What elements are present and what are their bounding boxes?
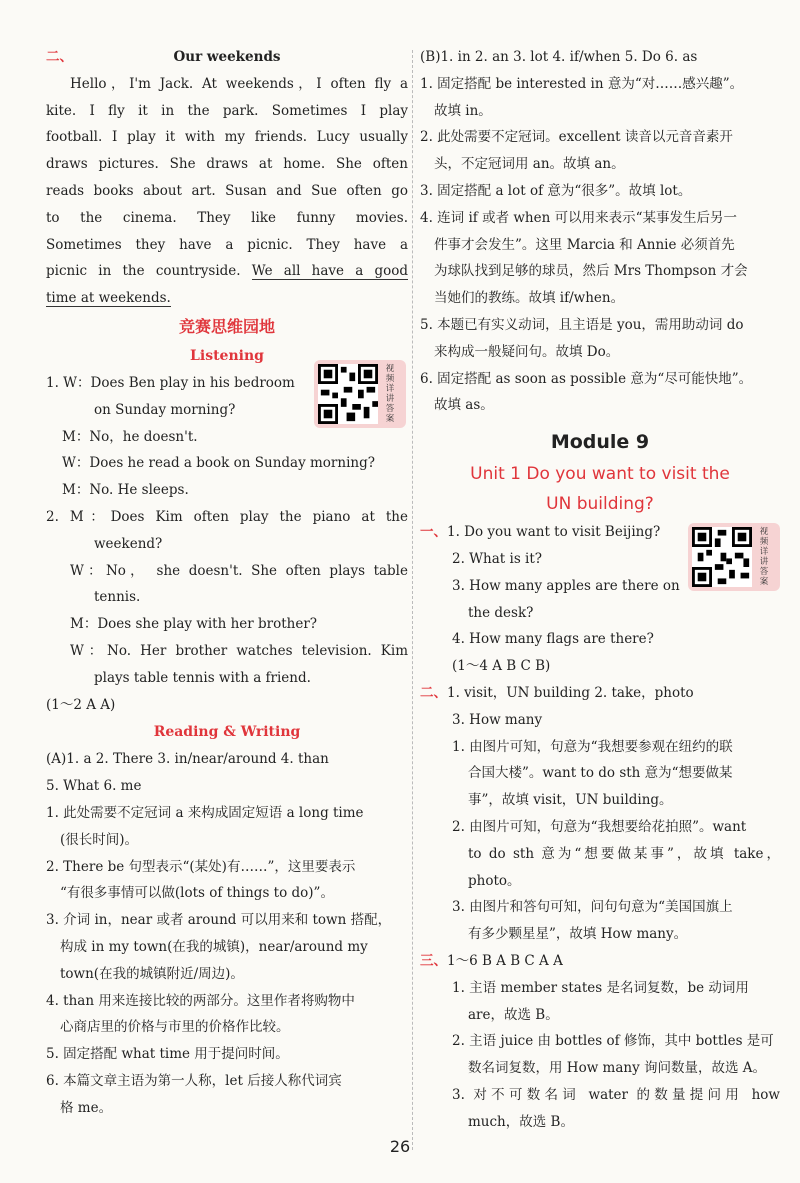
column-divider bbox=[412, 50, 413, 1150]
underlined-sentence: time at weekends. bbox=[46, 290, 171, 307]
passage-text: picnic in the countryside. bbox=[46, 263, 241, 280]
sec2-line bbox=[420, 680, 780, 707]
sec2-line: to do sth 意为“想要做某事”，故填 take， bbox=[468, 845, 780, 862]
b-answers: (B)1. in 2. an 3. lot 4. if/when 5. Do 6. as bbox=[420, 49, 698, 65]
listening-line: M：No，he doesn't. bbox=[62, 428, 198, 445]
rw-line: 心商店里的价格与市里的价格作比较。 bbox=[60, 1019, 290, 1036]
listening-line: W：Does he read a book on Sunday morning? bbox=[62, 455, 375, 472]
b-line: 当她们的教练。故填 if/when。 bbox=[434, 290, 625, 307]
listening-block bbox=[46, 363, 408, 718]
section-1-mark: 一、 bbox=[420, 524, 447, 541]
section-2b-mark: 二、 bbox=[420, 684, 447, 701]
passage-line: football. I play it with my friends. Lucy usually bbox=[46, 129, 408, 146]
module-title: Module 9 bbox=[550, 431, 650, 454]
listening-line: W：No. Her brother watches television. Kim bbox=[70, 642, 408, 659]
underlined-sentence: We all have a good bbox=[251, 263, 408, 280]
rw-line: 4. than 用来连接比较的两部分。这里作者将购物中 bbox=[46, 992, 355, 1009]
passage-line: draws pictures. She draws at home. She often bbox=[46, 156, 408, 173]
qr-code[interactable] bbox=[688, 523, 780, 591]
qr-code-icon bbox=[318, 364, 378, 424]
section-1-block bbox=[420, 519, 780, 680]
qr-code[interactable] bbox=[314, 360, 406, 428]
rw-line: 1. 此处需要不定冠词 a 来构成固定短语 a long time bbox=[46, 804, 364, 821]
b-line: 5. 本题已有实义动词，且主语是 you，需用助动词 do bbox=[420, 316, 744, 333]
page-number: 26 bbox=[389, 1137, 411, 1156]
b-line: 故填 as。 bbox=[434, 397, 494, 414]
sec2-line: 有多少颗星星”，故填 How many。 bbox=[468, 926, 688, 943]
reading-writing-title: Reading & Writing bbox=[153, 724, 301, 741]
b-line: 3. 固定搭配 a lot of 意为“很多”。故填 lot。 bbox=[420, 182, 692, 199]
rw-line: 2. There be 句型表示“(某处)有……”，这里要表示 bbox=[46, 858, 356, 875]
listening-answers: (1～2 A A) bbox=[46, 696, 116, 713]
sec1-line: the desk? bbox=[468, 604, 534, 621]
sec2-line: photo。 bbox=[468, 872, 521, 889]
competition-title: 竞赛思维园地 bbox=[178, 316, 275, 336]
sec3-line bbox=[420, 948, 780, 975]
section-3-mark: 三、 bbox=[420, 952, 447, 969]
passage-line bbox=[46, 258, 408, 285]
sec3-line: 3. 对不可数名词 water 的数量提问用 how bbox=[452, 1086, 780, 1103]
sec1-line: 3. How many apples are there on bbox=[452, 577, 680, 594]
b-line: 来构成一般疑问句。故填 Do。 bbox=[434, 343, 620, 360]
listening-line: 1. W：Does Ben play in his bedroom bbox=[46, 374, 295, 391]
listening-line: M：Does she play with her brother? bbox=[70, 616, 318, 633]
rw-line: (A)1. a 2. There 3. in/near/around 4. than bbox=[46, 751, 329, 768]
passage-line bbox=[46, 285, 408, 312]
listening-line: M：No. He sleeps. bbox=[62, 482, 189, 499]
qr-label: 视频详讲答案 bbox=[759, 527, 769, 588]
sec2-line: 3. How many bbox=[452, 711, 543, 728]
sec1-text: 1. Do you want to visit Beijing? bbox=[447, 524, 661, 541]
passage-line: reads books about art. Susan and Sue often go bbox=[46, 182, 408, 199]
unit-title-line2: UN building? bbox=[546, 494, 654, 515]
section-2-heading bbox=[46, 44, 408, 71]
rw-line: “有很多事情可以做(lots of things to do)”。 bbox=[60, 885, 334, 902]
left-column bbox=[46, 44, 408, 1121]
b-line: 头，不定冠词用 an。故填 an。 bbox=[434, 156, 625, 173]
qr-code-icon bbox=[692, 527, 752, 587]
listening-line: weekend? bbox=[94, 535, 163, 552]
rw-line: 6. 本篇文章主语为第一人称，let 后接人称代词宾 bbox=[46, 1072, 342, 1089]
sec3-line: 数名词复数，用 How many 询问数量，故选 A。 bbox=[468, 1060, 767, 1077]
b-line: 6. 固定搭配 as soon as possible 意为“尽可能快地”。 bbox=[420, 370, 753, 387]
listening-line: W：No， she doesn't. She often plays table bbox=[70, 562, 408, 579]
sec2-line: 事”，故填 visit，UN building。 bbox=[468, 792, 673, 809]
listening-title: Listening bbox=[190, 347, 264, 364]
rw-line: town(在我的城镇附近/周边)。 bbox=[60, 965, 244, 982]
sec2-text: 1. visit，UN building 2. take，photo bbox=[447, 684, 694, 701]
rw-line: 3. 介词 in，near 或者 around 可以用来和 town 搭配， bbox=[46, 912, 392, 929]
listening-line: plays table tennis with a friend. bbox=[94, 669, 311, 686]
rw-line: 构成 in my town(在我的城镇)，near/around my bbox=[60, 938, 368, 955]
sec1-line: 4. How many flags are there? bbox=[452, 631, 654, 648]
qr-label: 视频详讲答案 bbox=[385, 363, 395, 424]
passage-line: kite. I fly it in the park. Sometimes I play bbox=[46, 102, 408, 119]
rw-line: 格 me。 bbox=[60, 1099, 113, 1116]
sec3-line: 1. 主语 member states 是名词复数，be 动词用 bbox=[452, 979, 749, 996]
b-line: 4. 连词 if 或者 when 可以用来表示“某事发生后另一 bbox=[420, 209, 737, 226]
passage-line: Hello，I'm Jack. At weekends，I often fly a bbox=[70, 75, 408, 92]
right-column bbox=[420, 44, 780, 1135]
listening-line: tennis. bbox=[94, 589, 141, 606]
section-2-title: Our weekends bbox=[173, 49, 281, 65]
sec2-line: 合国大楼”。want to do sth 意为“想要做某 bbox=[468, 765, 733, 782]
b-line: 件事才会发生”。这里 Marcia 和 Annie 必须首先 bbox=[434, 236, 735, 253]
listening-line: 2. M：Does Kim often play the piano at the bbox=[46, 508, 408, 525]
sec3-line: much，故选 B。 bbox=[468, 1113, 574, 1130]
b-line: 1. 固定搭配 be interested in 意为“对……感兴趣”。 bbox=[420, 75, 744, 92]
sec3-line: 2. 主语 juice 由 bottles of 修饰，其中 bottles 是可 bbox=[452, 1033, 774, 1050]
sec1-line: 2. What is it? bbox=[452, 550, 543, 567]
sec2-line: 3. 由图片和答句可知，问句句意为“美国国旗上 bbox=[452, 899, 733, 916]
rw-line: (很长时间)。 bbox=[60, 831, 139, 848]
unit-title-line1: Unit 1 Do you want to visit the bbox=[470, 464, 730, 485]
sec1-answers: (1～4 A B C B) bbox=[452, 658, 551, 675]
sec3-text: 1～6 B A B C A A bbox=[447, 952, 563, 969]
sec2-line: 2. 由图片可知，句意为“我想要给花拍照”。want bbox=[452, 818, 747, 835]
b-line: 为球队找到足够的球员，然后 Mrs Thompson 才会 bbox=[434, 263, 748, 280]
b-line: 2. 此处需要不定冠词。excellent 读音以元音音素开 bbox=[420, 129, 733, 146]
passage-line: Sometimes they have a picnic. They have a bbox=[46, 236, 408, 253]
rw-line: 5. 固定搭配 what time 用于提问时间。 bbox=[46, 1046, 289, 1063]
rw-line: 5. What 6. me bbox=[46, 778, 142, 795]
b-line: 故填 in。 bbox=[434, 102, 492, 119]
sec3-line: are，故选 B。 bbox=[468, 1006, 559, 1023]
passage-line: to the cinema. They like funny movies. bbox=[46, 209, 408, 226]
sec2-line: 1. 由图片可知，句意为“我想要参观在纽约的联 bbox=[452, 738, 733, 755]
section-2-mark: 二、 bbox=[46, 49, 73, 65]
listening-line: on Sunday morning? bbox=[94, 401, 236, 418]
